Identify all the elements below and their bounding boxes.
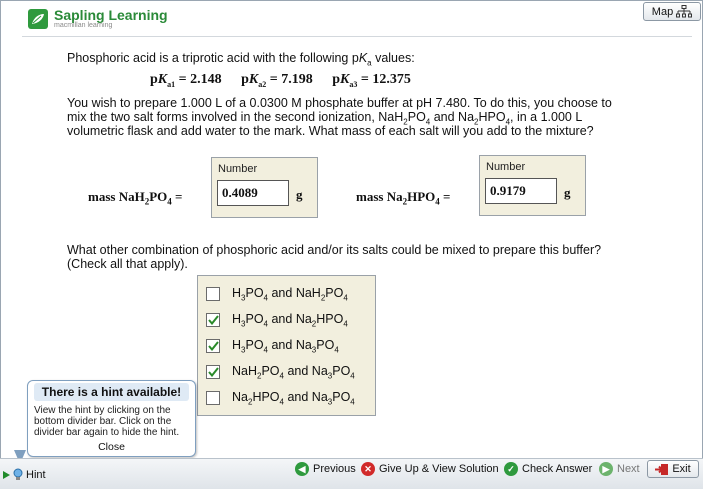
previous-label: Previous — [313, 463, 356, 475]
triangle-right-icon — [3, 471, 10, 479]
option-row[interactable] — [206, 338, 339, 355]
pka3: $pK_{a3} = 12.375$ — [332, 72, 411, 89]
option-row[interactable] — [206, 312, 348, 329]
option-label: $NaH_2PO_4$ and $Na_3PO_4$ — [232, 364, 355, 381]
number-label: Number — [486, 161, 526, 173]
checkmark-icon — [208, 367, 219, 377]
part2-question-line2: (Check all that apply). — [67, 257, 188, 271]
hint-toggle[interactable] — [3, 468, 46, 481]
mass-nah2po4-label: mass $NaH_2PO_4$ = — [88, 189, 183, 207]
checkmark-icon — [208, 341, 219, 351]
answer-box-na2hpo4 — [479, 155, 586, 216]
give-up-button[interactable] — [361, 462, 499, 476]
exit-icon — [655, 463, 669, 476]
header-divider — [22, 36, 692, 37]
option-checkbox[interactable] — [206, 287, 220, 301]
option-row[interactable] — [206, 286, 348, 303]
bottom-divider-bar[interactable] — [0, 458, 703, 489]
check-answer-label: Check Answer — [522, 463, 593, 475]
pka1: $pK_{a1} = 2.148$ — [150, 72, 222, 89]
option-checkbox[interactable] — [206, 391, 220, 405]
brand-subtitle: macmillan learning — [54, 22, 113, 29]
hint-popup-body: View the hint by clicking on the bottom divider bar. Click on the divider bar again to hide the hint. — [34, 405, 180, 438]
question-para-line1: You wish to prepare 1.000 L of a 0.0300 M phosphate buffer at pH 7.480. To do this, you choose to — [67, 96, 612, 110]
map-label: Map — [651, 5, 674, 18]
arrow-right-icon: ▶ — [599, 462, 613, 476]
arrow-left-icon: ◀ — [295, 462, 309, 476]
option-label: $Na_2HPO_4$ and $Na_3PO_4$ — [232, 390, 355, 407]
option-row[interactable] — [206, 364, 355, 381]
next-label: Next — [617, 463, 640, 475]
sitemap-icon — [676, 5, 692, 18]
hint-label: Hint — [26, 468, 46, 481]
mass-nah2po4-input[interactable]: 0.4089 — [217, 180, 289, 206]
part2-question-line1: What other combination of phosphoric acid and/or its salts could be mixed to prepare this buffer? — [67, 243, 602, 257]
pka2: $pK_{a2} = 7.198$ — [241, 72, 313, 89]
unit-label: g — [296, 187, 303, 202]
hint-popup — [27, 380, 196, 457]
checkbox-panel — [197, 275, 376, 416]
leaf-icon — [28, 9, 48, 29]
unit-label: g — [564, 185, 571, 200]
question-para-line2: mix the two salt forms involved in the second ionization, $NaH_2PO_4$ and $Na_2HPO_4$, in a 1.000 L — [67, 110, 583, 127]
hint-close-link[interactable]: Close — [98, 441, 125, 453]
give-up-label: Give Up & View Solution — [379, 463, 499, 475]
sapling-logo — [28, 8, 168, 30]
option-label: $H_3PO_4$ and $Na_3PO_4$ — [232, 338, 339, 355]
map-button[interactable] — [643, 2, 701, 21]
lightbulb-icon — [13, 468, 23, 481]
mass-na2hpo4-label: mass $Na_2HPO_4$ = — [356, 189, 451, 207]
question-para-line3: volumetric flask and add water to the mark. What mass of each salt will you add to the mixture? — [67, 124, 594, 138]
exit-button[interactable] — [647, 460, 699, 478]
option-checkbox[interactable] — [206, 339, 220, 353]
checkmark-circle-icon: ✓ — [504, 462, 518, 476]
option-label: $H_3PO_4$ and $Na_2HPO_4$ — [232, 312, 348, 329]
mass-na2hpo4-input[interactable]: 0.9179 — [485, 178, 557, 204]
option-label: $H_3PO_4$ and $NaH_2PO_4$ — [232, 286, 348, 303]
hint-popup-title: There is a hint available! — [34, 383, 189, 401]
option-checkbox[interactable] — [206, 313, 220, 327]
number-label: Number — [218, 163, 258, 175]
question-intro: Phosphoric acid is a triprotic acid with the following $pK_a$ values: — [67, 51, 415, 68]
next-button[interactable] — [599, 462, 640, 476]
answer-box-nah2po4 — [211, 157, 318, 218]
option-checkbox[interactable] — [206, 365, 220, 379]
checkmark-icon — [208, 315, 219, 325]
check-answer-button[interactable] — [504, 462, 592, 476]
option-row[interactable] — [206, 390, 355, 407]
brand-name: Sapling Learning — [54, 7, 168, 23]
pka-values — [150, 72, 411, 89]
x-circle-icon: ✕ — [361, 462, 375, 476]
exit-label: Exit — [672, 463, 691, 475]
previous-button[interactable] — [295, 462, 356, 476]
